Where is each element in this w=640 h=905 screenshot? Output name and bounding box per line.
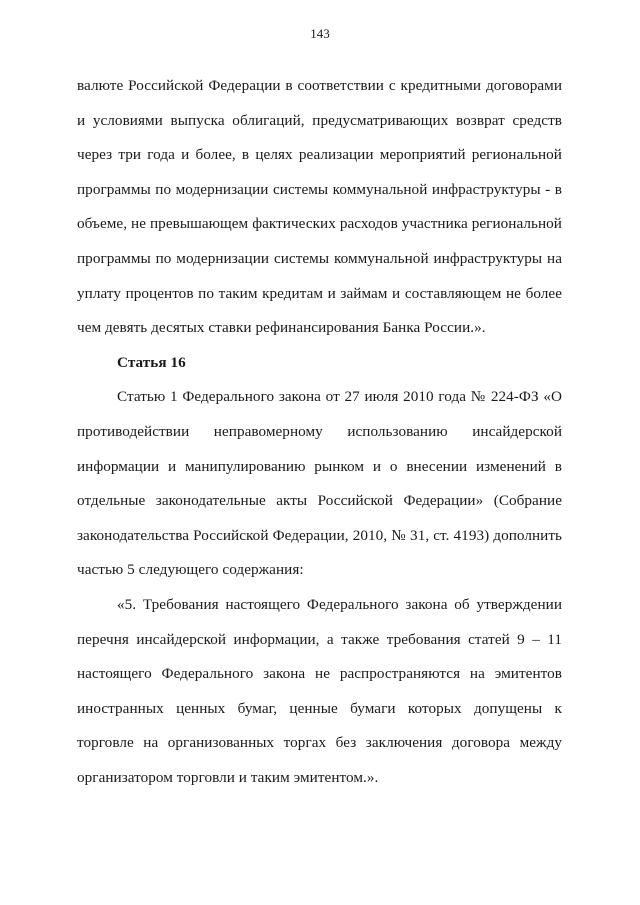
amendment-paragraph: «5. Требования настоящего Федерального закона об утверждении перечня инсайдерской информации, а также требования статей 9 – 11 настоящего Федерального закона не распространяются на эмитентов иностранных ценных бумаг, ценные бумаги которых допущены к торговле на организованных торгах без заключения договора между организатором торговли и таким эмитентом.». (77, 595, 562, 786)
page-number: 143 (310, 26, 330, 41)
document-body (77, 69, 562, 795)
continuation-paragraph: валюте Российской Федерации в соответствии с кредитными договорами и условиями выпуска облигаций, предусматривающих возврат средств через три года и более, в целях реализации мероприятий региональной программы по модернизации системы коммунальной инфраструктуры - в объеме, не превышающем фактических расходов участника региональной программы по модернизации системы коммунальной инфраструктуры на уплату процентов по таким кредитам и займам и составляющем не более чем девять десятых ставки рефинансирования Банка России.». (77, 77, 562, 337)
article-paragraph: Статью 1 Федерального закона от 27 июля 2010 года № 224-ФЗ «О противодействии неправомерному использованию инсайдерской информации и манипулированию рынком и о внесении изменений в отдельные законодательные акты Российской Федерации» (Собрание законодательства Российской Федерации, 2010, № 31, ст. 4193) дополнить частью 5 следующего содержания: (77, 388, 562, 579)
article-heading: Статья 16 (117, 353, 186, 371)
